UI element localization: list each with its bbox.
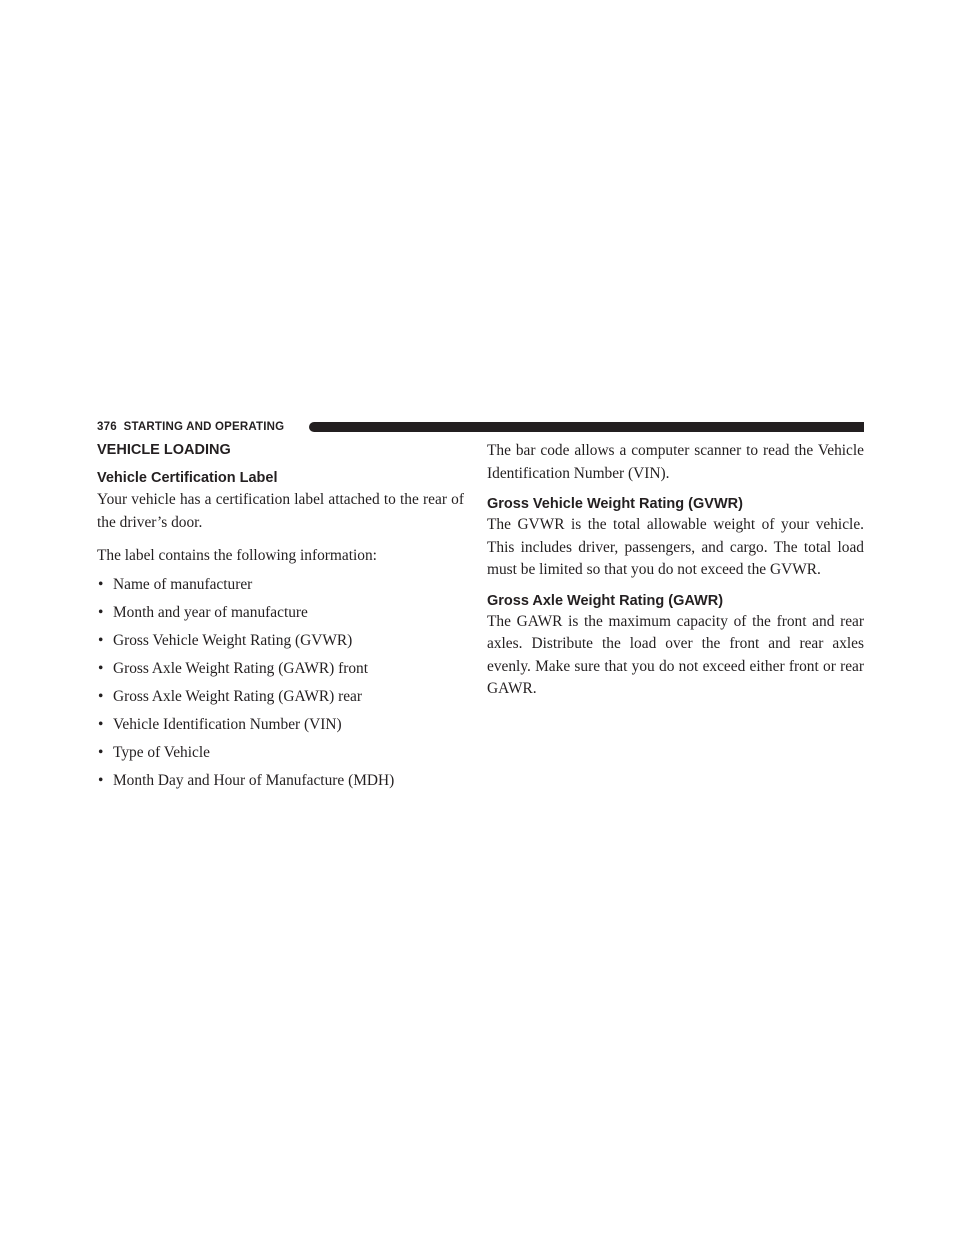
- intro-paragraph: Your vehicle has a certification label attached to the rear of the driver’s door.: [97, 491, 464, 531]
- gvwr-heading: Gross Vehicle Weight Rating (GVWR): [487, 496, 743, 512]
- label-info-list: [97, 573, 464, 792]
- bullet-icon: •: [98, 603, 104, 621]
- bullet-icon: •: [98, 687, 104, 705]
- list-item-text: Month and year of manufacture: [113, 603, 308, 621]
- list-item: [97, 713, 464, 736]
- list-item: [97, 601, 464, 624]
- list-item-text: Gross Vehicle Weight Rating (GVWR): [113, 631, 353, 649]
- list-item-text: Gross Axle Weight Rating (GAWR) rear: [113, 687, 362, 705]
- list-item: [97, 685, 464, 708]
- list-item-text: Gross Axle Weight Rating (GAWR) front: [113, 659, 369, 677]
- list-item: [97, 741, 464, 764]
- section-heading: VEHICLE LOADING: [97, 442, 231, 458]
- header-rule: [309, 422, 864, 432]
- list-intro: The label contains the following information:: [97, 547, 377, 564]
- list-item: [97, 573, 464, 596]
- list-item: [97, 629, 464, 652]
- right-column: [487, 440, 864, 701]
- list-item-text: Month Day and Hour of Manufacture (MDH): [113, 771, 395, 789]
- page-header: [97, 419, 864, 435]
- bullet-icon: •: [98, 715, 104, 733]
- gvwr-paragraph: The GVWR is the total allowable weight of your vehicle. This includes driver, passengers, and cargo. The total load must be limited so that you do not exceed the GVWR.: [487, 516, 864, 578]
- list-item-text: Type of Vehicle: [113, 743, 210, 761]
- section-title: STARTING AND OPERATING: [123, 421, 285, 433]
- list-item-text: Name of manufacturer: [113, 575, 253, 593]
- bullet-icon: •: [98, 575, 104, 593]
- gawr-heading: Gross Axle Weight Rating (GAWR): [487, 592, 724, 609]
- left-column: [97, 440, 464, 792]
- bar-code-paragraph: The bar code allows a computer scanner to read the Vehicle Identification Number (VIN).: [487, 442, 864, 482]
- bullet-icon: •: [98, 743, 104, 761]
- bullet-icon: •: [98, 771, 104, 789]
- page-number: 376: [97, 421, 117, 433]
- bullet-icon: •: [98, 659, 104, 677]
- gawr-paragraph: The GAWR is the maximum capacity of the front and rear axles. Distribute the load over the front and rear axles evenly. Make sure that you do not exceed either front or rear GAWR.: [487, 612, 864, 697]
- list-item: [97, 769, 464, 792]
- subsection-heading: Vehicle Certification Label: [97, 470, 278, 486]
- bullet-icon: •: [98, 631, 104, 649]
- running-header: [97, 419, 292, 435]
- list-item: [97, 657, 464, 680]
- list-item-text: Vehicle Identification Number (VIN): [113, 715, 342, 733]
